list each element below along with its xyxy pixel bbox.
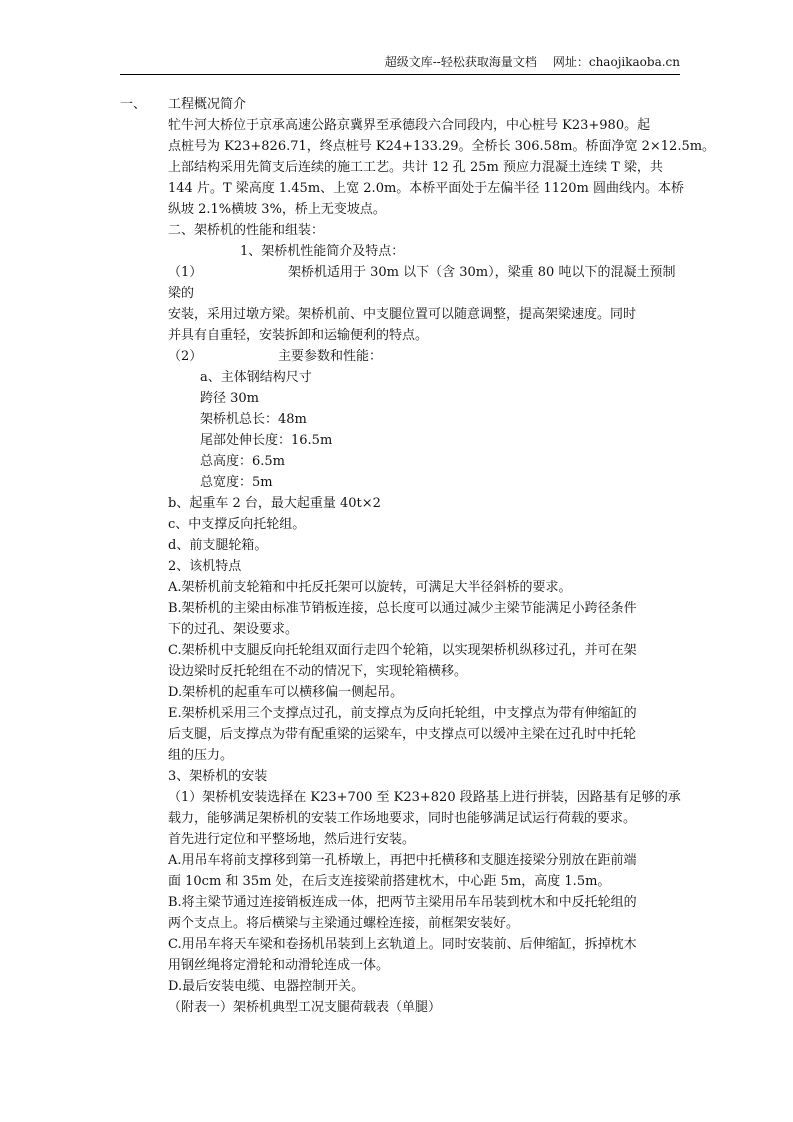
item-text: 主要参数和性能： [278,349,383,364]
feature-line: 设边梁时反托轮组在不动的情况下，实现轮箱横移。 [168,664,468,679]
feature-line: A.架桥机前支轮箱和中托反托架可以旋转，可满足大半径斜桥的要求。 [168,580,572,595]
section-heading-2: 二、架桥机的性能和组装： [168,223,325,238]
section-title: 工程概况简介 [168,97,247,112]
install-line: B.将主梁节通过连接销板连成一体，把两节主梁用吊车吊装到枕木和中反托轮组的 [168,895,637,910]
section-heading-1 [120,94,676,115]
document-body [120,94,716,1018]
feature-line: 下的过孔、架设要求。 [168,622,299,637]
param-line: b、起重车 2 台，最大起重量 40t×2 [168,496,381,511]
param-line: 总高度：6.5m [200,454,286,469]
subsection-title-3: 3、架桥机的安装 [168,769,268,784]
install-line: C.用吊车将天车梁和卷扬机吊装到上玄轨道上。同时安装前、后伸缩缸，拆掉枕木 [168,937,637,952]
subsection-title-1: 1、架桥机性能简介及特点： [240,244,405,259]
install-line: A.用吊车将前支撑移到第一孔桥墩上，再把中托横移和支腿连接梁分别放在距前端 [168,853,637,868]
item-text: 架桥机适用于 30m 以下（含 30m），梁重 80 吨以下的混凝土预制 [288,265,676,280]
feature-line: 后支腿，后支撑点为带有配重梁的运梁车，中支撑点可以缓冲主梁在过孔时中托轮 [168,727,637,742]
feature-line: B.架桥机的主梁由标准节销板连接，总长度可以通过减少主梁节能满足小跨径条件 [168,601,637,616]
install-line: 两个支点上。将后横梁与主梁通过螺栓连接，前框架安装好。 [168,916,520,931]
feature-line: E.架桥机采用三个支撑点过孔，前支撑点为反向托轮组，中支撑点为带有伸缩缸的 [168,706,637,721]
param-line: 跨径 30m [200,391,260,406]
item-2-line [120,346,676,367]
paragraph-line: 144 片。T 梁高度 1.45m、上宽 2.0m。本桥平面处于左偏半径 1120m 圆曲线内。本桥 [168,181,684,196]
param-line: d、前支腿轮箱。 [168,538,268,553]
paragraph-line: 梁的 [168,286,195,301]
param-line: a、主体钢结构尺寸 [200,370,312,385]
param-line: 尾部处伸长度：16.5m [200,433,333,448]
page-header [120,54,680,75]
paragraph-line: 牤牛河大桥位于京承高速公路京冀界至承德段六合同段内，中心桩号 K23+980。起 [168,118,651,133]
section-number: 一、 [120,97,147,112]
item-1-first-line [120,262,676,283]
site-url: 网址：chaojikaoba.cn [552,55,680,69]
site-name: 超级文库--轻松获取海量文档 [384,55,537,69]
param-line: 架桥机总长：48m [200,412,307,427]
paragraph-line: 并具有自重轻，安装拆卸和运输便利的特点。 [168,328,429,343]
param-line: c、中支撑反向托轮组。 [168,517,306,532]
param-line: 总宽度：5m [200,475,273,490]
paragraph-line: 点桩号为 K23+826.71，终点桩号 K24+133.29。全桥长 306.58m。桥面净宽 2×12.5m。 [168,139,716,154]
table-caption: （附表一）架桥机典型工况支腿荷载表（单腿） [168,1000,442,1015]
feature-line: 组的压力。 [168,748,234,763]
item-number: （1） [168,265,203,280]
install-line: D.最后安装电缆、电器控制开关。 [168,979,365,994]
install-line: （1）架桥机安装选择在 K23+700 至 K23+820 段路基上进行拼装，因路基有足够的承 [168,790,681,805]
feature-line: D.架桥机的起重车可以横移偏一侧起吊。 [168,685,404,700]
feature-line: C.架桥机中支腿反向托轮组双面行走四个轮箱，以实现架桥机纵移过孔，并可在架 [168,643,637,658]
install-line: 用钢丝绳将定滑轮和动滑轮连成一体。 [168,958,390,973]
install-line: 面 10cm 和 35m 处，在后支连接梁前搭建枕木，中心距 5m，高度 1.5m。 [168,874,611,889]
paragraph-line: 安装，采用过墩方梁。架桥机前、中支腿位置可以随意调整，提高架梁速度。同时 [168,307,637,322]
subsection-title-2: 2、该机特点 [168,559,242,574]
item-number: （2） [168,349,203,364]
paragraph-line: 纵坡 2.1%横坡 3%，桥上无变坡点。 [168,202,386,217]
paragraph-line: 上部结构采用先简支后连续的施工工艺。共计 12 孔 25m 预应力混凝土连续 T 梁，共 [168,160,663,175]
install-line: 首先进行定位和平整场地，然后进行安装。 [168,832,416,847]
install-line: 载力，能够满足架桥机的安装工作场地要求，同时也能够满足试运行荷载的要求。 [168,811,637,826]
